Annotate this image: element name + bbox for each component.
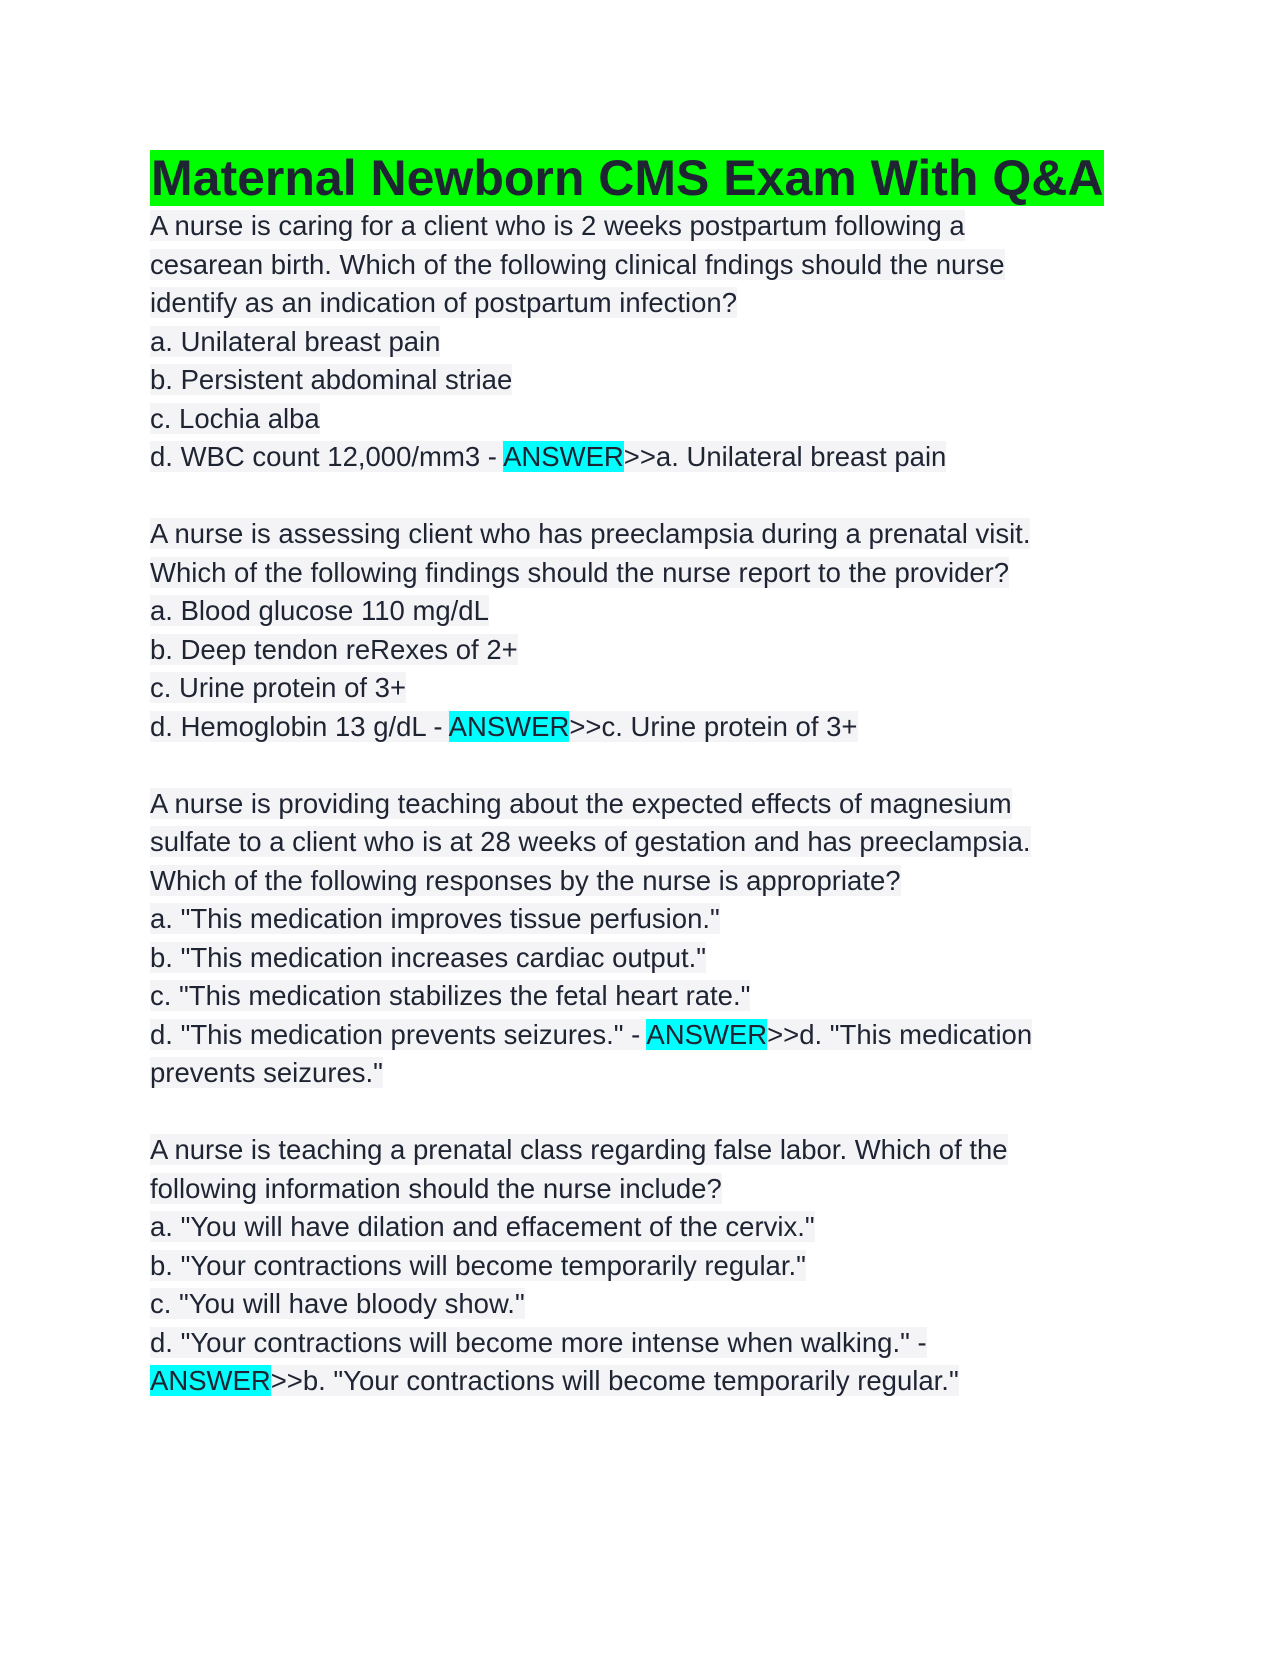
option-line: b. Persistent abdominal striae — [150, 364, 513, 395]
question-line: sulfate to a client who is at 28 weeks of gestation and has preeclampsia. — [150, 826, 1031, 857]
option-line: a. "This medication improves tissue perfusion." — [150, 903, 720, 934]
question-block — [150, 515, 1130, 746]
answer-line: d. "This medication prevents seizures." - ANSWER>>d. "This medication — [150, 1018, 1033, 1050]
option-line: d. "Your contractions will become more intense when walking." - — [150, 1326, 927, 1358]
question-block — [150, 785, 1130, 1093]
answer-continuation-line: prevents seizures." — [150, 1057, 383, 1088]
question-line: Which of the following responses by the nurse is appropriate? — [150, 864, 901, 896]
question-line: A nurse is teaching a prenatal class regarding false labor. Which of the — [150, 1134, 1008, 1165]
option-line: c. "You will have bloody show." — [150, 1288, 525, 1319]
qa-list — [150, 207, 1130, 1401]
question-line: cesarean birth. Which of the following clinical fndings should the nurse — [150, 248, 1005, 280]
option-line: a. Blood glucose 110 mg/dL — [150, 595, 489, 626]
document-content — [150, 149, 1130, 1401]
option-line: b. "This medication increases cardiac output." — [150, 941, 707, 973]
option-line: b. Deep tendon reRexes of 2+ — [150, 633, 518, 665]
answer-keyword-highlight: ANSWER — [646, 1018, 768, 1050]
question-line: A nurse is assessing client who has preeclampsia during a prenatal visit. — [150, 518, 1031, 549]
document-title — [150, 149, 1130, 207]
option-line: a. "You will have dilation and effacement of the cervix." — [150, 1211, 815, 1242]
spacer — [150, 1093, 1130, 1132]
answer-keyword-highlight: ANSWER — [448, 710, 570, 742]
title-highlight: Maternal Newborn CMS Exam With Q&A — [151, 150, 1104, 206]
answer-keyword-highlight: ANSWER — [150, 1365, 271, 1396]
option-line: c. Urine protein of 3+ — [150, 672, 407, 703]
question-line: Which of the following findings should the nurse report to the provider? — [150, 556, 1010, 588]
spacer — [150, 746, 1130, 785]
question-line: identify as an indication of postpartum infection? — [150, 287, 738, 318]
answer-line: d. WBC count 12,000/mm3 - ANSWER>>a. Unilateral breast pain — [150, 441, 947, 472]
option-line: b. "Your contractions will become temporarily regular." — [150, 1249, 806, 1281]
option-line: c. "This medication stabilizes the fetal heart rate." — [150, 980, 751, 1011]
answer-line: ANSWER>>b. "Your contractions will become temporarily regular." — [150, 1365, 959, 1396]
spacer — [150, 477, 1130, 516]
question-line: A nurse is caring for a client who is 2 weeks postpartum following a — [150, 210, 965, 241]
question-line: A nurse is providing teaching about the expected effects of magnesium — [150, 787, 1012, 819]
question-block — [150, 207, 1130, 477]
option-line: a. Unilateral breast pain — [150, 325, 441, 357]
option-line: c. Lochia alba — [150, 402, 320, 434]
answer-keyword-highlight: ANSWER — [503, 441, 624, 472]
question-block — [150, 1131, 1130, 1401]
question-line: following information should the nurse include? — [150, 1172, 722, 1204]
answer-line: d. Hemoglobin 13 g/dL - ANSWER>>c. Urine protein of 3+ — [150, 710, 858, 742]
